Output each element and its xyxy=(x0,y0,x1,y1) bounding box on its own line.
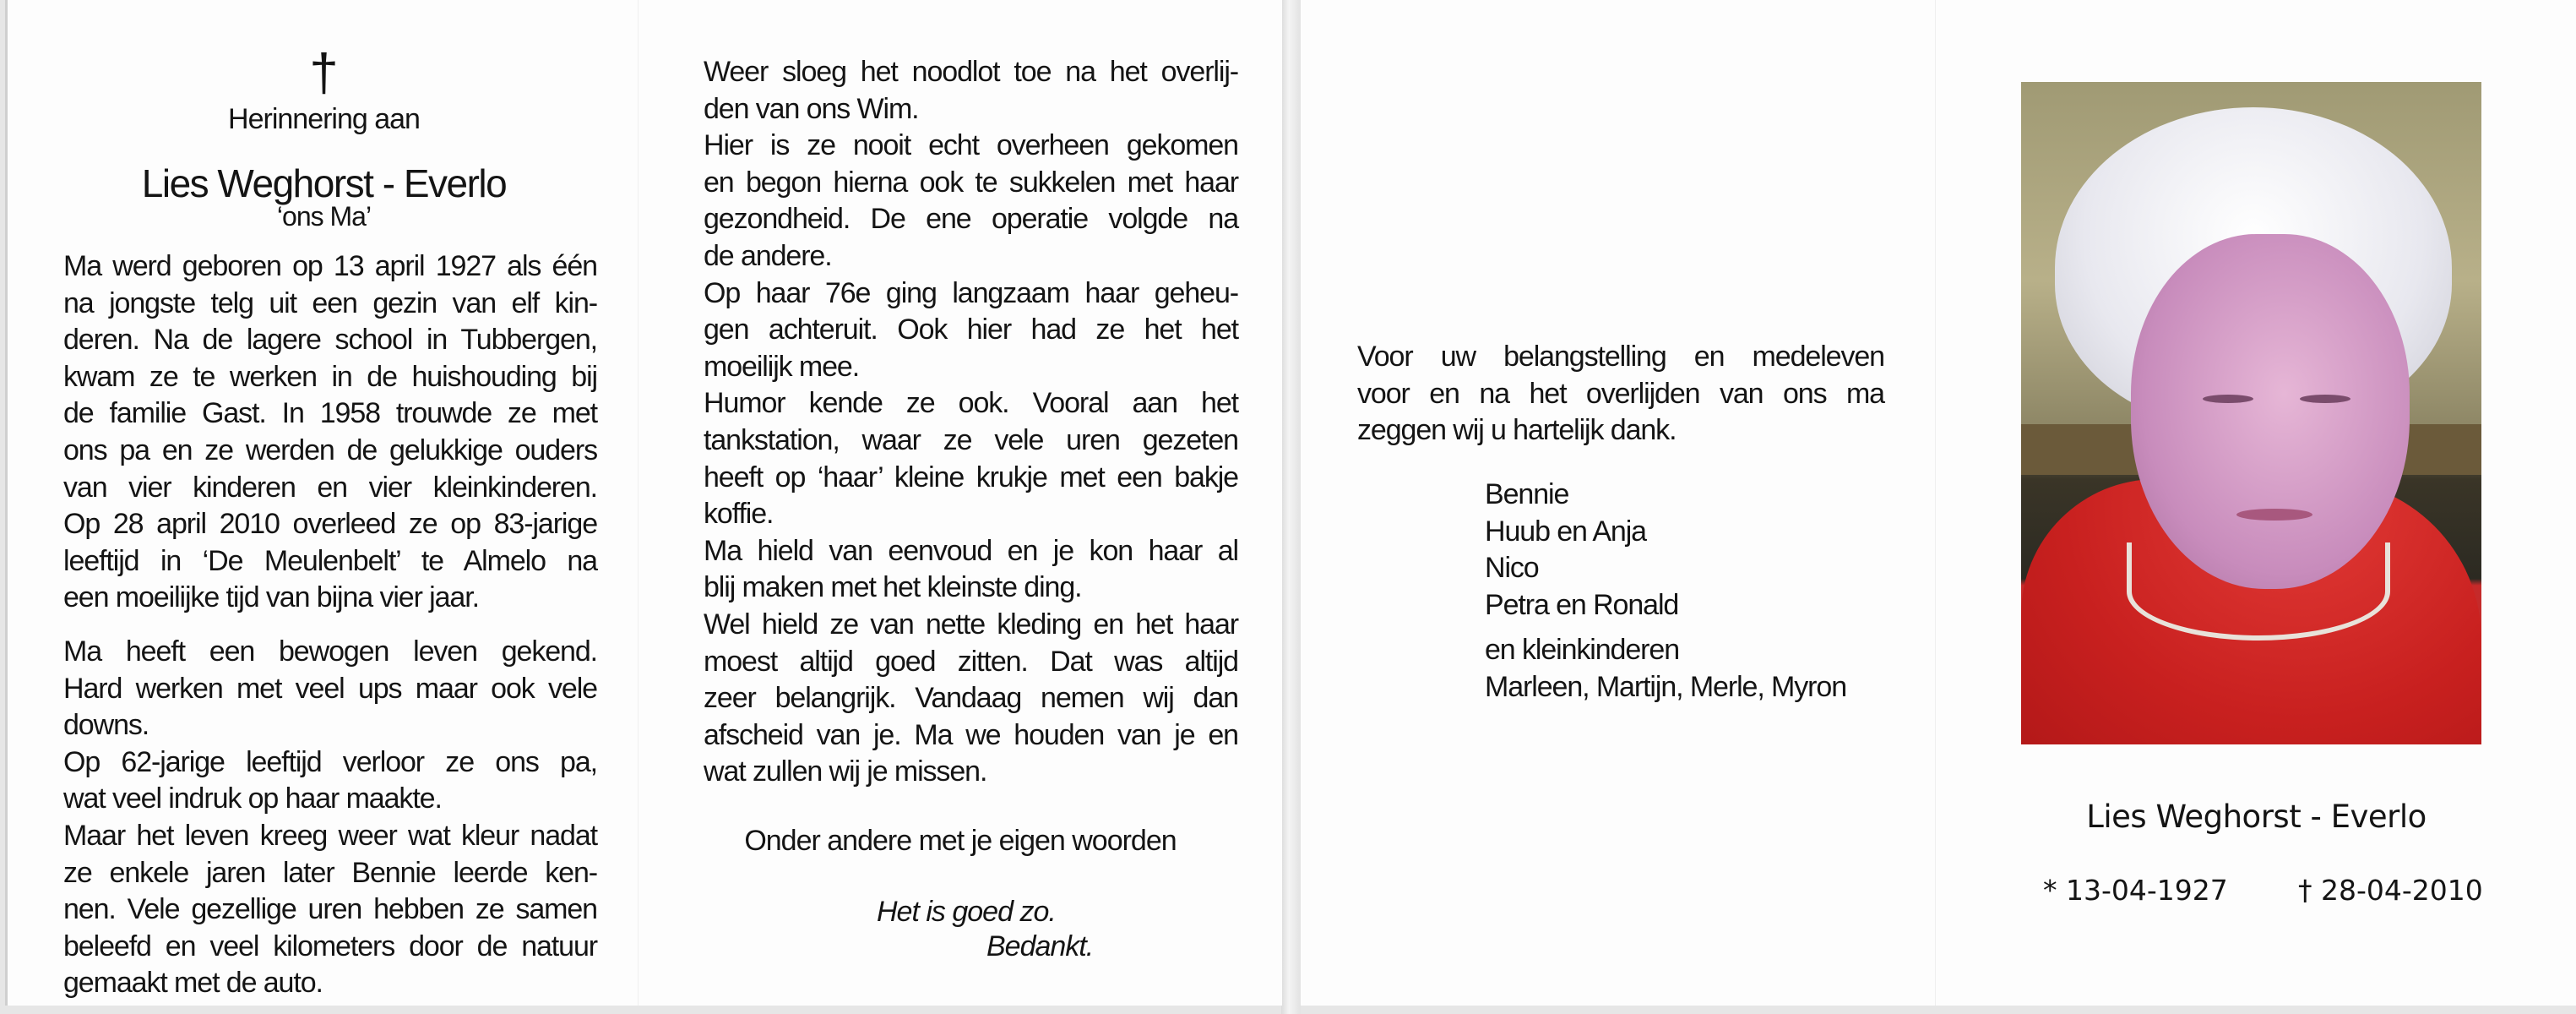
nickname: ‘ons Ma’ xyxy=(276,201,372,232)
deceased-name: Lies Weghorst - Everlo xyxy=(141,161,507,205)
text-line: Hier is ze nooit echt overheen gekomen xyxy=(704,129,1238,162)
paragraph xyxy=(63,634,597,744)
text-line: Voor uw belangstelling en medeleven xyxy=(1357,341,1884,373)
text-line: ze enkele jaren later Bennie leerde ken- xyxy=(63,856,597,889)
text-line: wat veel indruk op haar maakte. xyxy=(63,782,442,815)
text-line: heeft op ‘haar’ kleine krukje met een bakje xyxy=(704,461,1238,493)
text-line: Ma werd geboren op 13 april 1927 als één xyxy=(63,250,597,282)
text-line: deren. Na de lagere school in Tubbergen, xyxy=(63,324,597,357)
quote-line-1: Het is goed zo. xyxy=(877,896,1056,928)
text-line: Op haar 76e ging langzaam haar geheu- xyxy=(704,276,1238,309)
text-line: afscheid van je. Ma we houden van je en xyxy=(704,718,1238,751)
text-line: leeftijd in ‘De Meulenbelt’ te Almelo na xyxy=(63,544,597,577)
text-line: blij maken met het kleinste ding. xyxy=(704,571,1082,604)
card-fold xyxy=(1281,0,1301,1014)
text-line: Op 28 april 2010 overleed ze op 83-jarige xyxy=(63,508,597,541)
text-line: de familie Gast. In 1958 trouwde ze met xyxy=(63,397,597,430)
family-member: Petra en Ronald xyxy=(1485,588,1679,621)
panel-portrait xyxy=(1935,0,2576,1006)
family-member: Bennie xyxy=(1485,478,1569,510)
paragraph xyxy=(63,744,597,818)
family-member: Nico xyxy=(1485,552,1539,585)
text-line: na jongste telg uit een gezin van elf kin- xyxy=(63,286,597,319)
text-line: voor en na het overlijden van ons ma xyxy=(1357,377,1884,410)
birth-date: * 13-04-1927 xyxy=(2043,874,2228,907)
text-line: gezondheid. De ene operatie volgde na xyxy=(704,203,1238,236)
text-line: den van ons Wim. xyxy=(704,92,919,125)
portrait-name: Lies Weghorst - Everlo xyxy=(2086,799,2427,835)
cross-icon: † xyxy=(309,44,339,102)
portrait-photo xyxy=(2021,82,2481,744)
text-line: wat zullen wij je missen. xyxy=(704,755,987,788)
panel-biography-2 xyxy=(638,0,1282,1006)
paragraph xyxy=(704,385,1238,532)
paragraph xyxy=(1357,339,1884,450)
grandchildren-names: Marleen, Martijn, Merle, Myron xyxy=(1485,670,1847,703)
text-line: een moeilijke tijd van bijna vier jaar. xyxy=(63,581,479,614)
text-line: Humor kende ze ook. Vooral aan het xyxy=(704,387,1238,420)
grandchildren-label: en kleinkinderen xyxy=(1485,634,1680,667)
paragraph xyxy=(63,248,597,617)
quote-intro: Onder andere met je eigen woorden xyxy=(744,825,1177,857)
family-list xyxy=(1485,477,1907,706)
text-line: ons pa en ze werden de gelukkige ouders xyxy=(63,433,597,466)
panel-thanks xyxy=(1301,0,1935,1006)
panel-biography-1 xyxy=(5,0,640,1006)
text-line: zeggen wij u hartelijk dank. xyxy=(1357,414,1677,447)
text-line: moeilijk mee. xyxy=(704,350,860,383)
text-line: Hard werken met veel ups maar ook vele xyxy=(63,672,597,705)
text-line: gemaakt met de auto. xyxy=(63,967,323,1000)
text-line: Ma hield van eenvoud en je kon haar al xyxy=(704,534,1238,567)
thanks-text xyxy=(1357,339,1884,450)
text-line: moest altijd goed zitten. Dat was altijd xyxy=(704,645,1238,678)
family-member: Huub en Anja xyxy=(1485,515,1646,548)
text-line: Maar het leven kreeg weer wat kleur nadat xyxy=(63,819,597,852)
biography-text xyxy=(63,248,597,1002)
text-line: kwam ze te werken in de huishouding bij xyxy=(63,360,597,393)
paragraph xyxy=(704,607,1238,791)
text-line: Wel hield ze van nette kleding en het haar xyxy=(704,608,1238,641)
text-line: en begon hierna ook te sukkelen met haar xyxy=(704,166,1238,199)
death-date: † 28-04-2010 xyxy=(2298,874,2483,907)
text-line: gen achteruit. Ook hier had ze het het xyxy=(704,313,1238,346)
quote-line-2: Bedankt. xyxy=(986,930,1094,962)
intro-text: Herinnering aan xyxy=(228,103,420,135)
paragraph xyxy=(704,275,1238,386)
text-line: downs. xyxy=(63,709,149,742)
paragraph xyxy=(704,533,1238,607)
text-line: nen. Vele gezellige uren hebben ze samen xyxy=(63,893,597,926)
text-line: zeer belangrijk. Vandaag nemen wij dan xyxy=(704,682,1238,715)
text-line: Ma heeft een bewogen leven gekend. xyxy=(63,635,597,668)
text-line: Op 62-jarige leeftijd verloor ze ons pa, xyxy=(63,745,597,778)
paragraph xyxy=(63,818,597,1002)
text-line: koffie. xyxy=(704,498,774,531)
biography-continued xyxy=(704,54,1238,791)
text-line: van vier kinderen en vier kleinkinderen. xyxy=(63,471,597,504)
paragraph xyxy=(704,54,1238,128)
paragraph xyxy=(704,128,1238,275)
text-line: beleefd en veel kilometers door de natuur xyxy=(63,930,597,962)
text-line: tankstation, waar ze vele uren gezeten xyxy=(704,423,1238,456)
text-line: de andere. xyxy=(704,239,832,272)
text-line: Weer sloeg het noodlot toe na het overlij- xyxy=(704,56,1238,88)
